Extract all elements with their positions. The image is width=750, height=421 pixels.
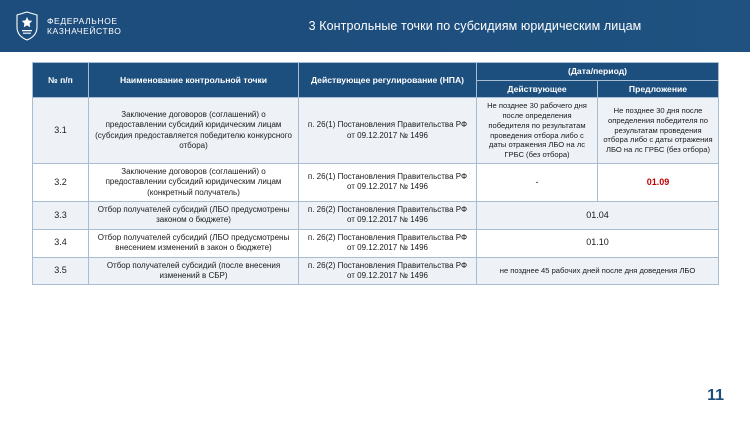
row-name: Заключение договоров (соглашений) о предоставлении субсидий юридическим лицам (конкретный получатель)	[89, 163, 299, 201]
row-name: Отбор получателей субсидий (ЛБО предусмотрены законом о бюджете)	[89, 201, 299, 229]
row-number: 3.5	[33, 257, 89, 285]
page-number: 11	[707, 387, 724, 404]
table-row	[33, 201, 719, 229]
col-header-group-date: (Дата/период)	[477, 63, 719, 81]
table-row	[33, 257, 719, 285]
col-header-current: Действующее	[477, 80, 598, 98]
coat-of-arms-icon	[14, 11, 40, 41]
row-npa: п. 26(1) Постановления Правительства РФ от 09.12.2017 № 1496	[299, 98, 477, 163]
col-header-num: № п/п	[33, 63, 89, 98]
row-proposal: 01.09	[598, 163, 719, 201]
org-name-line1: ФЕДЕРАЛЬНОЕ	[47, 15, 118, 26]
table-header-row-1	[33, 63, 719, 81]
slide-header	[0, 0, 750, 52]
col-header-name: Наименование контрольной точки	[89, 63, 299, 98]
row-npa: п. 26(1) Постановления Правительства РФ от 09.12.2017 № 1496	[299, 163, 477, 201]
row-name: Отбор получателей субсидий (ЛБО предусмотрены внесением изменений в закон о бюджете)	[89, 229, 299, 257]
row-number: 3.2	[33, 163, 89, 201]
table-head	[33, 63, 719, 98]
row-npa: п. 26(2) Постановления Правительства РФ от 09.12.2017 № 1496	[299, 257, 477, 285]
row-merged-value: не позднее 45 рабочих дней после дня доведения ЛБО	[477, 257, 719, 285]
table-row	[33, 98, 719, 163]
control-points-table-wrap	[32, 62, 718, 285]
table-row	[33, 163, 719, 201]
org-name	[47, 16, 122, 36]
row-name: Отбор получателей субсидий (после внесения изменений в СБР)	[89, 257, 299, 285]
logo-block	[0, 11, 210, 41]
row-number: 3.4	[33, 229, 89, 257]
row-merged-value: 01.10	[477, 229, 719, 257]
row-number: 3.1	[33, 98, 89, 163]
row-npa: п. 26(2) Постановления Правительства РФ от 09.12.2017 № 1496	[299, 201, 477, 229]
control-points-table	[32, 62, 719, 285]
row-npa: п. 26(2) Постановления Правительства РФ от 09.12.2017 № 1496	[299, 229, 477, 257]
row-name: Заключение договоров (соглашений) о предоставлении субсидий юридическим лицам (субсидия предоставляется победителю конкурсного отбора)	[89, 98, 299, 163]
table-body	[33, 98, 719, 285]
bottom-rule	[0, 417, 750, 421]
org-name-line2: КАЗНАЧЕЙСТВО	[47, 26, 122, 36]
table-row	[33, 229, 719, 257]
col-header-proposal: Предложение	[598, 80, 719, 98]
row-number: 3.3	[33, 201, 89, 229]
row-current: -	[477, 163, 598, 201]
row-merged-value: 01.04	[477, 201, 719, 229]
col-header-npa: Действующее регулирование (НПА)	[299, 63, 477, 98]
page-title: 3 Контрольные точки по субсидиям юридическим лицам	[308, 19, 642, 33]
row-proposal: Не позднее 30 дня после определения победителя по результатам проведения отбора либо с даты отражения ЛБО на лс ГРБС (без отбора)	[598, 98, 719, 163]
row-current: Не позднее 30 рабочего дня после определения победителя по результатам проведения отбора либо с даты отражения ЛБО на лс ГРБС (без отбора)	[477, 98, 598, 163]
